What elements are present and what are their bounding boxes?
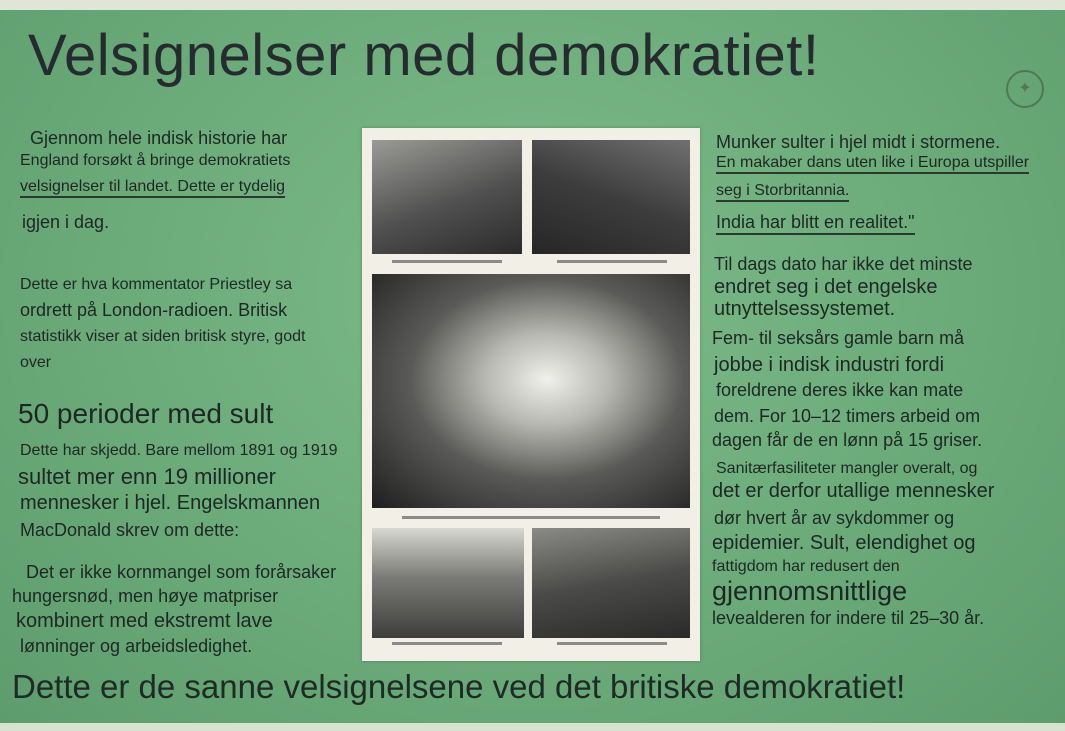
left-p1-line3: velsignelser til landet. Dette er tydelig	[20, 178, 285, 198]
right-p3-line4: epidemier. Sult, elendighet og	[712, 532, 976, 554]
right-p3-line5: fattigdom har redusert den	[712, 558, 900, 575]
right-p3-line2: det er derfor utallige mennesker	[712, 480, 995, 502]
left-p4-line3: kombinert med ekstremt lave	[16, 610, 273, 632]
left-p1-line2: England forsøkt å bringe demokratiets	[20, 152, 291, 169]
photo-caption	[557, 260, 667, 263]
left-p2-line1: Dette er hva kommentator Priestley sa	[20, 276, 293, 293]
photo-starving-people	[372, 528, 524, 638]
poster-title: Velsignelser med demokratiet!	[28, 23, 820, 88]
left-p3-line1: Dette har skjedd. Bare mellom 1891 og 1919	[20, 442, 338, 459]
right-p1-line3: utnyttelsessystemet.	[714, 298, 896, 320]
right-p3-line1: Sanitærfasiliteter mangler overalt, og	[716, 460, 978, 477]
left-p3-line2: sultet mer enn 19 millioner	[18, 464, 277, 489]
photo-burning-buildings	[372, 274, 690, 508]
photo-caption	[402, 516, 660, 519]
photo-caption	[557, 642, 667, 645]
left-p4-line2: hungersnød, men høye matpriser	[12, 586, 279, 606]
left-p4-line4: lønninger og arbeidsledighet.	[20, 636, 253, 656]
photo-caption	[392, 642, 502, 645]
right-p3-line6: gjennomsnittlige	[712, 576, 908, 606]
left-p3-line3: mennesker i hjel. Engelskmannen	[20, 492, 321, 514]
right-p3-line7: levealderen for indere til 25–30 år.	[712, 608, 985, 628]
right-p2-line5: dagen får de en lønn på 15 griser.	[712, 430, 983, 450]
footer-slogan: Dette er de sanne velsignelsene ved det britiske demokratiet!	[12, 668, 906, 705]
right-quote-line4: India har blitt en realitet."	[716, 212, 915, 235]
right-p3-line3: dør hvert år av sykdommer og	[714, 508, 955, 528]
photo-soldiers-march	[532, 140, 690, 254]
photo-collage	[362, 128, 700, 661]
top-edge	[0, 0, 1065, 10]
right-p2-line2: jobbe i indisk industri fordi	[714, 354, 945, 376]
right-quote-line1: Munker sulter i hjel midt i stormene.	[716, 132, 1001, 152]
left-p3-line4: MacDonald skrev om dette:	[20, 520, 240, 540]
photo-caption	[392, 260, 502, 263]
right-p1-line2: endret seg i det engelske	[714, 276, 938, 298]
photo-street-crowd	[372, 140, 522, 254]
left-p1-line1: Gjennom hele indisk historie har	[30, 128, 288, 148]
seal-icon: ✦	[1006, 70, 1044, 108]
right-p2-line3: foreldrene deres ikke kan mate	[716, 380, 964, 400]
left-heading: 50 perioder med sult	[18, 398, 274, 429]
left-p1-line4: igjen i dag.	[22, 212, 110, 232]
right-p2-line4: dem. For 10–12 timers arbeid om	[714, 406, 981, 426]
right-p1-line1: Til dags dato har ikke det minste	[714, 254, 973, 274]
right-quote-line3: seg i Storbritannia.	[716, 182, 849, 202]
right-p2-line1: Fem- til seksårs gamle barn må	[712, 328, 965, 348]
right-quote-line2: En makaber dans uten like i Europa utspiller	[716, 154, 1029, 174]
bottom-edge	[0, 723, 1065, 731]
left-p2-line3: statistikk viser at siden britisk styre, godt	[20, 328, 306, 345]
left-p2-line2: ordrett på London-radioen. Britisk	[20, 300, 288, 320]
left-p2-line4: over	[20, 354, 52, 371]
photo-crowd-gathering	[532, 528, 690, 638]
left-p4-line1: Det er ikke kornmangel som forårsaker	[26, 562, 337, 582]
